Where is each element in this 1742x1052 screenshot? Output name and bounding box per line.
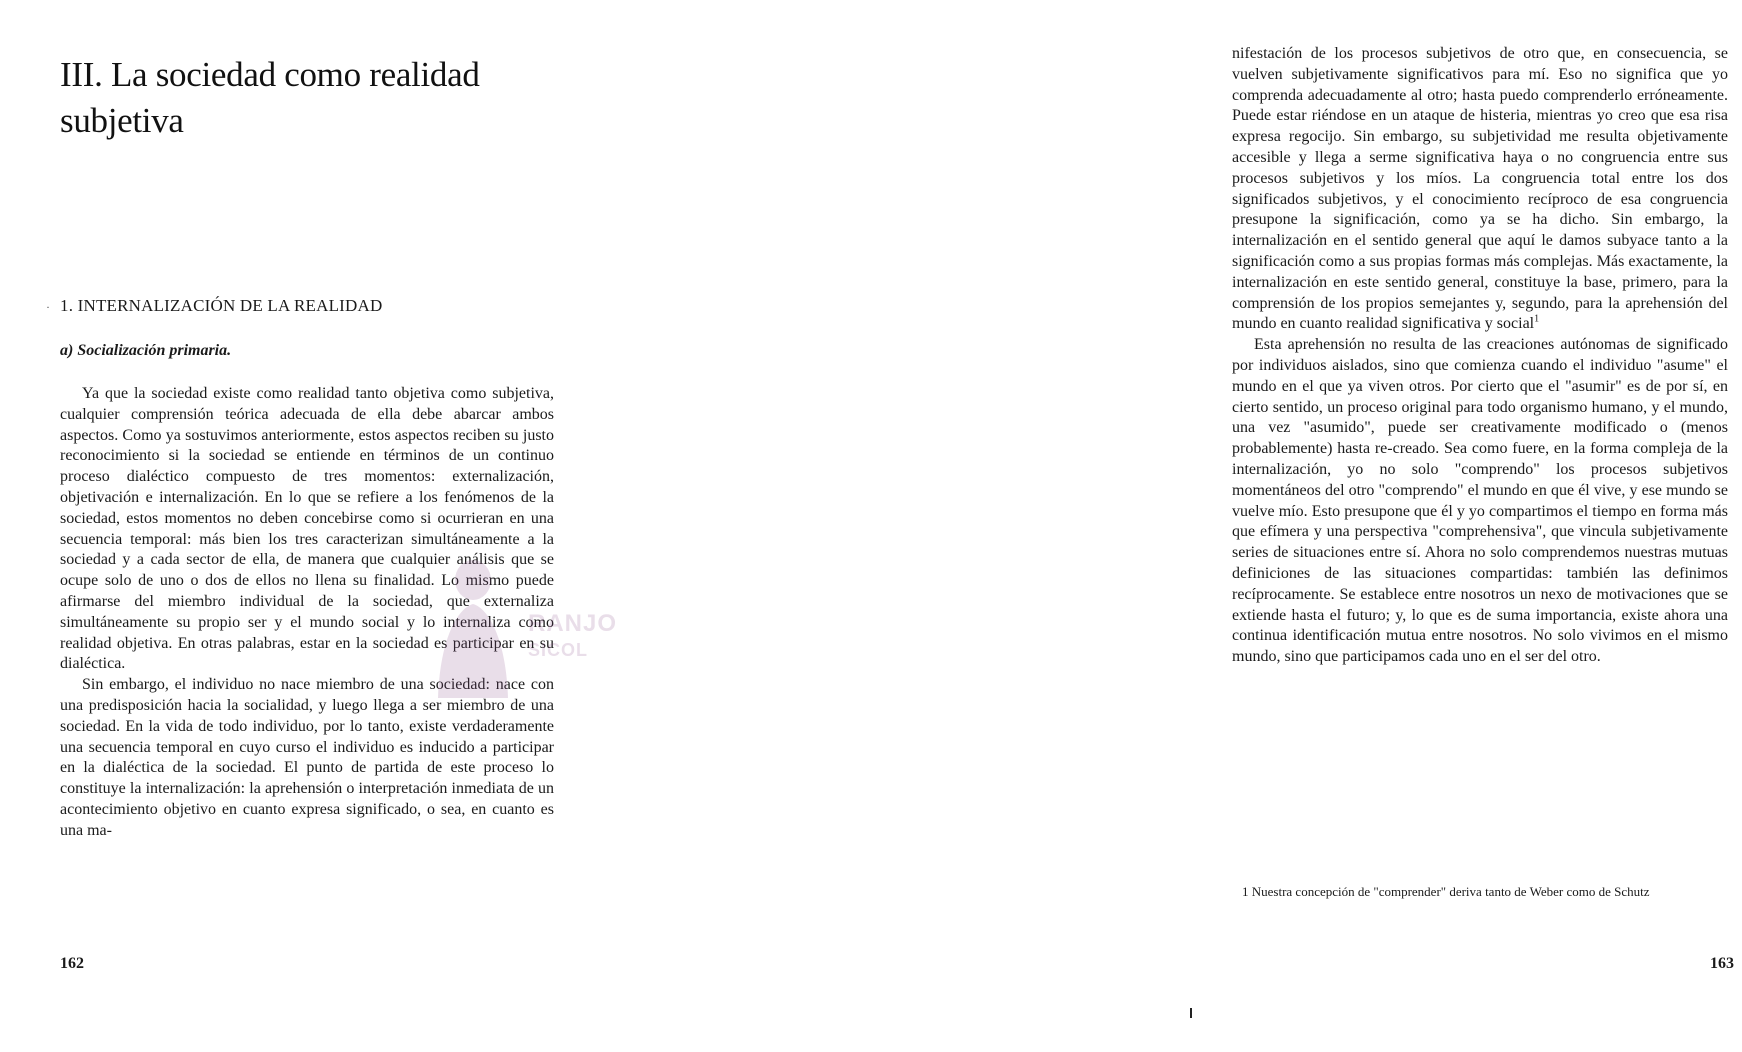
paragraph: Sin embargo, el individuo no nace miembro de una sociedad: nace con una predisposición hacia la socialidad, y luego llega a ser miembro de una sociedad. En la vida de todo individuo, por lo tanto, existe verdaderamente una secuencia temporal en cuyo curso el individuo es inducido a participar en la dialéctica de la sociedad. El punto de partida de este proceso lo constituye la internalización: la aprehensión o interpretación inmediata de un acontecimiento objetivo en cuanto expresa significado, o sea, en cuanto es una ma-	[60, 676, 554, 839]
paragraph: Esta aprehensión no resulta de las creaciones autónomas de significado por individuos aislados, sino que comienza cuando el individuo "asume" el mundo en el que ya viven otros. Por cierto que el "asumir" es de por sí, en cierto sentido, un proceso original para todo organismo humano, y el mundo, una vez "asumido", puede ser creativamente modificado o (menos probablemente) hasta re-creado. Sea como fuere, en la forma compleja de la internalización, yo no solo "comprendo" los procesos subjetivos momentáneos del otro "comprendo" el mundo en que él vive, y ese mundo se vuelve mío. Esto presupone que él y yo compartimos el tiempo en forma más que efímera y una perspectiva "comprehensiva", que vincula subjetivamente series de situaciones entre sí. Ahora no solo comprendemos nuestras mutuas definiciones de las situaciones compartidas: también las definimos recíprocamente. Se establece entre nosotros un nexo de motivaciones que se extiende hasta el futuro; y, lo que es de suma importancia, existe ahora una continua identificación mutua entre nosotros. No solo vivimos en el mismo mundo, sino que participamos cada uno en el ser del otro.	[1232, 336, 1728, 666]
paragraph: Ya que la sociedad existe como realidad tanto objetiva como subjetiva, cualquier comprensión teórica adecuada de ella debe abarcar ambos aspectos. Como ya sostuvimos anteriormente, estos aspectos reciben su justo reconocimiento si la sociedad se entiende en términos de un continuo proceso dialéctico compuesto de tres momentos: externalización, objetivación e internalización. En lo que se refiere a los fenómenos de la sociedad, estos momentos no deben concebirse como si ocurrieran en una secuencia temporal: más bien los tres caracterizan simultáneamente a la sociedad y a cada sector de ella, de manera que cualquier análisis que se ocupe solo de uno o dos de ellos no llena su finalidad. Lo mismo puede afirmarse del miembro individual de la sociedad, que externaliza simultáneamente su propio ser y el mundo social y lo internaliza como realidad objetiva. En otras palabras, estar en la sociedad es participar en su dialéctica.	[60, 385, 554, 673]
page-edge-mark	[1182, 1008, 1192, 1018]
right-body-text	[1232, 44, 1728, 668]
chapter-title: III. La sociedad como realidad subjetiva	[60, 55, 480, 140]
watermark-text: RANJO	[528, 610, 618, 637]
footnote-reference[interactable]: 1	[1534, 314, 1540, 326]
left-page	[0, 0, 600, 1052]
margin-mark: ·	[46, 300, 50, 314]
left-body-text	[60, 384, 554, 842]
page-number: 162	[60, 955, 84, 972]
subsection-heading: a) Socialización primaria.	[60, 342, 232, 359]
footnote: 1 Nuestra concepción de "comprender" deriva tanto de Weber como de Schutz	[1242, 884, 1650, 899]
page-number: 163	[1710, 955, 1734, 972]
watermark-text: SICOL	[528, 640, 589, 660]
right-page	[600, 0, 1734, 1052]
section-heading: 1. INTERNALIZACIÓN DE LA REALIDAD	[60, 296, 383, 315]
paragraph-text: nifestación de los procesos subjetivos de otro que, en consecuencia, se vuelven subjetivamente significativos para mí. Eso no significa que yo comprenda adecuadamente al otro; hasta puedo comprenderlo erróneamente. Puede estar riéndose en un ataque de histeria, mientras yo creo que esa risa expresa regocijo. Sin embargo, su subjetividad me resulta objetivamente accesible y llega a serme significativa haya o no congruencia entre sus procesos subjetivos y los míos. La congruencia total entre los dos significados subjetivos, y el conocimiento recíproco de esa congruencia presupone la significación, como ya se ha dicho. Sin embargo, la internalización en el sentido general que aquí le damos subyace tanto a la significación como a sus propias formas más complejas. Más exactamente, la internalización en este sentido general, constituye la base, primero, para la comprensión de los propios semejantes y, segundo, para la aprehensión del mundo en cuanto realidad significativa y social	[1232, 45, 1728, 333]
paragraph-continued	[1232, 44, 1728, 335]
